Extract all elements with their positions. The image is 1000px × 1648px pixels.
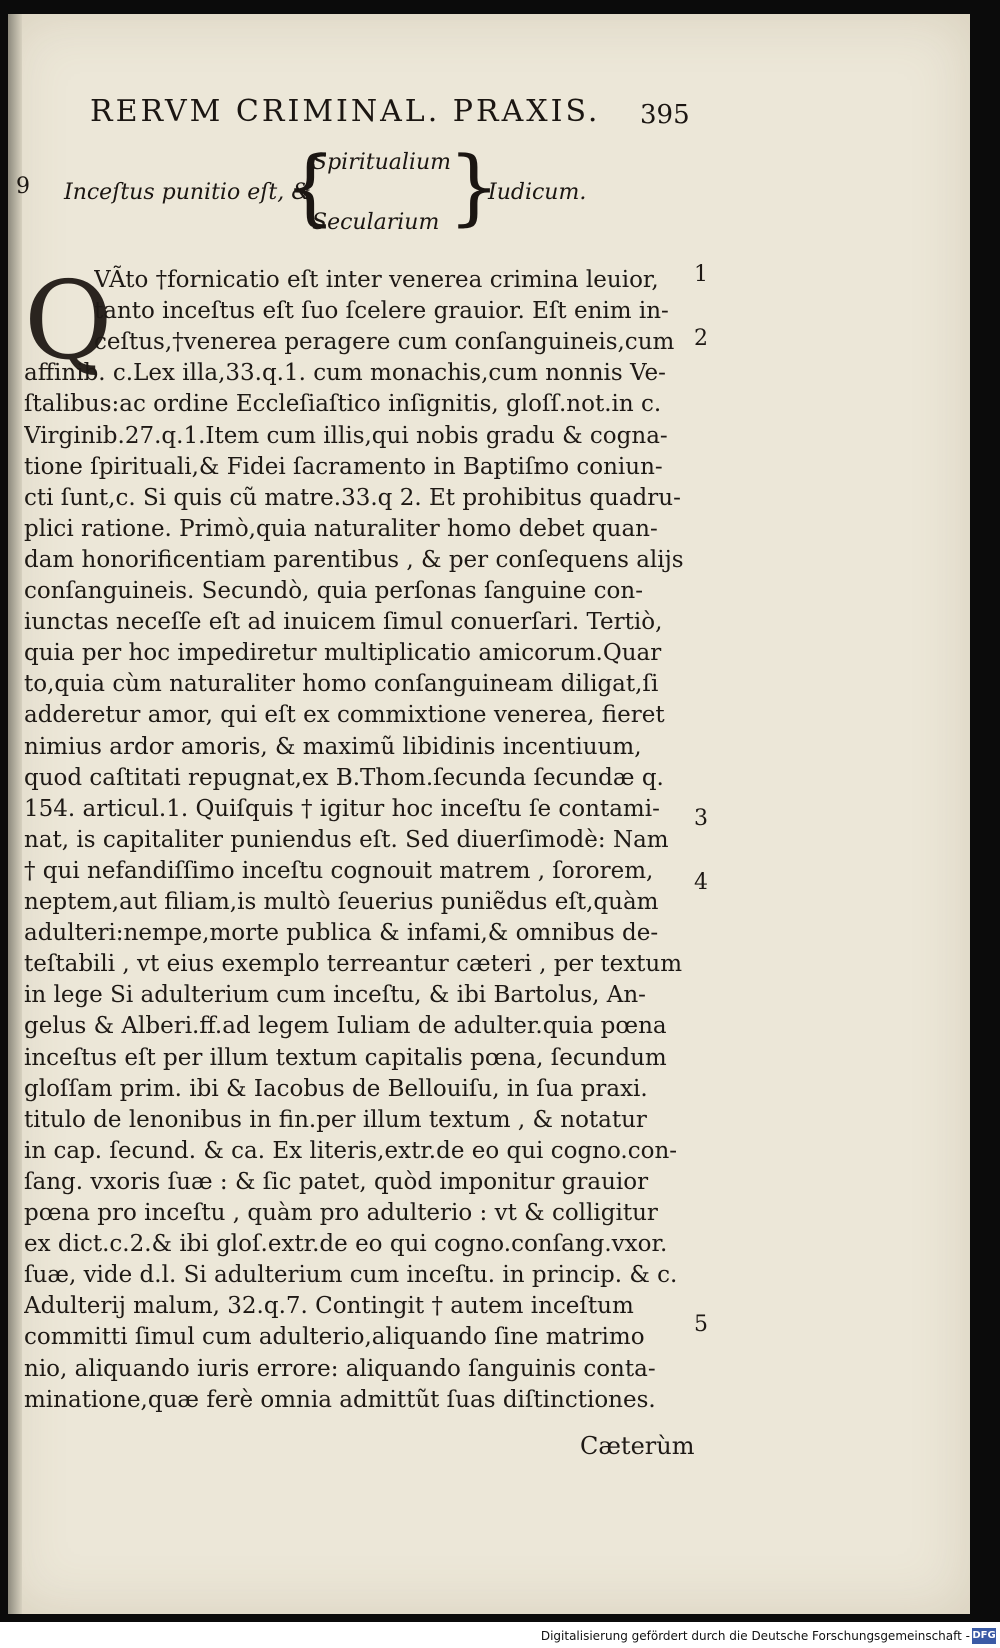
text-line: ex dict.c.2.& ibi gloſ.extr.de eo qui cogno.conſang.vxor. [24, 1231, 668, 1258]
text-line: minatione,quæ ferè omnia admittũt ſuas diſtinctiones. [24, 1386, 656, 1413]
margin-number-3: 3 [694, 806, 708, 831]
text-line: 154. articul.1. Quiſquis † igitur hoc inceſtu ſe contami- [24, 795, 660, 822]
drop-cap: Q [24, 259, 113, 384]
text-line: neptem,aut filiam,is multò ſeuerius puniẽdus eſt,quàm [24, 889, 659, 915]
text-line: to,quia cùm naturaliter homo conſanguineam diligat,ſi [24, 671, 659, 698]
text-line: Adulterij malum, 32.q.7. Contingit † autem inceſtum [24, 1293, 634, 1320]
summary-option-secular: Secularium [312, 210, 440, 235]
text-line: nat, is capitaliter puniendus eſt. Sed diuerſimodè: Nam [24, 826, 669, 853]
text-line: adderetur amor, qui eſt ex commixtione venerea, fieret [24, 702, 665, 729]
text-line: iunctas neceſſe eſt ad inuicem ſimul conuerſari. Tertiò, [24, 609, 663, 636]
text-line: gloſſam prim. ibi & Iacobus de Bellouiſu, in ſua praxi. [24, 1075, 648, 1102]
text-line: inceſtus eſt per illum textum capitalis pœna, ſecundum [24, 1044, 667, 1071]
text-line: tanto inceſtus eſt ſuo ſcelere grauior. Eſt enim in- [94, 298, 669, 325]
running-title: RERVM CRIMINAL. PRAXIS. [90, 94, 601, 129]
text-line: ſtalibus:ac ordine Eccleſiaſtico inſignitis, gloſſ.not.in c. [24, 391, 662, 418]
text-line: committi ſimul cum adulterio,aliquando ſine matrimo [24, 1324, 645, 1351]
text-line: ceſtus,†venerea peragere cum conſanguineis,cum [94, 329, 675, 356]
text-line: teſtabili , vt eius exemplo terreantur cæteri , per textum [24, 951, 683, 978]
summary-marker: 9 [16, 174, 30, 199]
text-line: in lege Si adulterium cum inceſtu, & ibi Bartolus, An- [24, 982, 646, 1009]
margin-number-1: 1 [694, 262, 708, 287]
text-line: quia per hoc impediretur multiplicatio amicorum.Quar [24, 640, 662, 667]
text-line: cti ſunt,c. Si quis cũ matre.33.q 2. Et prohibitus quadru- [24, 484, 681, 511]
summary-option-spiritual: Spiritualium [312, 150, 451, 175]
footer-credit: Digitalisierung gefördert durch die Deutsche Forschungsgemeinschaft - [540, 1629, 970, 1643]
footer-bar [0, 1622, 1000, 1648]
dfg-logo: DFG [972, 1628, 996, 1644]
text-line: nimius ardor amoris, & maximũ libidinis incentiuum, [24, 733, 642, 760]
text-line: ſuæ, vide d.l. Si adulterium cum inceſtu. in princip. & c. [24, 1262, 678, 1289]
margin-number-4: 4 [694, 870, 708, 895]
text-line: affinib. c.Lex illa,33.q.1. cum monachis,cum nonnis Ve- [24, 360, 666, 387]
text-line: nio, aliquando iuris errore: aliquando ſanguinis conta- [24, 1355, 656, 1382]
text-line: adulteri:nempe,morte publica & infami,& omnibus de- [24, 920, 659, 947]
page-gutter [8, 14, 22, 1614]
text-line: quod caſtitati repugnat,ex B.Thom.ſecunda ſecundæ q. [24, 764, 664, 791]
text-line: dam honorificentiam parentibus , & per conſequens alijs [24, 546, 684, 573]
text-line: ſang. vxoris ſuæ : & ſic patet, quòd imponitur grauior [24, 1168, 649, 1195]
text-line: tione ſpirituali,& Fidei ſacramento in Baptiſmo coniun- [24, 453, 663, 480]
summary-lead: Inceſtus punitio eſt, & [64, 180, 311, 205]
text-line: titulo de lenonibus in fin.per illum textum , & notatur [24, 1106, 647, 1133]
text-line: pœna pro inceſtu , quàm pro adulterio : vt & colligitur [24, 1200, 658, 1226]
text-line: in cap. ſecund. & ca. Ex literis,extr.de eo qui cogno.con- [24, 1137, 678, 1164]
left-brace: { [284, 140, 337, 235]
text-line: † qui nefandiſſimo inceſtu cognouit matrem , ſororem, [24, 857, 654, 884]
margin-number-2: 2 [694, 326, 708, 351]
book-page [8, 14, 970, 1614]
right-brace: } [448, 140, 501, 235]
catchword: Cæterùm [580, 1432, 695, 1460]
text-line: gelus & Alberi.ff.ad legem Iuliam de adulter.quia pœna [24, 1013, 667, 1040]
text-line: conſanguineis. Secundò, quia perſonas ſanguine con- [24, 578, 643, 604]
page-number: 395 [640, 100, 690, 130]
margin-number-5: 5 [694, 1312, 708, 1337]
text-line: VÃto †fornicatio eſt inter venerea crimina leuior, [94, 267, 659, 293]
text-line: plici ratione. Primò,quia naturaliter homo debet quan- [24, 515, 658, 542]
summary-result: Iudicum. [488, 180, 587, 205]
text-line: Virginib.27.q.1.Item cum illis,qui nobis gradu & cogna- [24, 422, 668, 449]
